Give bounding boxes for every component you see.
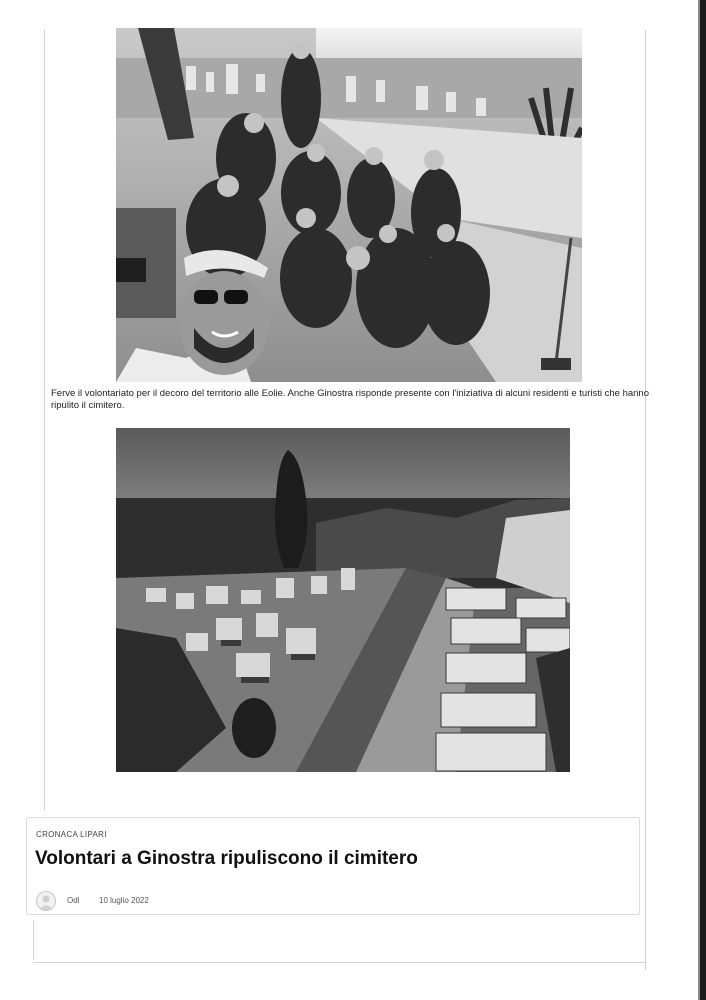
- scan-border: [700, 0, 706, 1000]
- page-edge-line: [645, 30, 646, 970]
- article-author[interactable]: Odl: [67, 896, 80, 905]
- article-date: 10 luglio 2022: [99, 896, 149, 905]
- page-edge-line: [33, 920, 34, 960]
- volunteers-group-photo: [116, 28, 582, 382]
- article-title[interactable]: Volontari a Ginostra ripuliscono il cimitero: [35, 848, 418, 869]
- article-card[interactable]: [26, 817, 640, 915]
- divider: [33, 962, 645, 963]
- photo-caption: Ferve il volontariato per il decoro del territorio alle Eolie. Anche Ginostra risponde presente con l'iniziativa di alcuni residenti e turisti che hanno ripulito il cimitero.: [51, 388, 649, 411]
- author-avatar-icon: [36, 891, 56, 911]
- article-category[interactable]: CRONACA LIPARI: [36, 830, 107, 839]
- cemetery-photo: [116, 428, 570, 772]
- page-edge-line: [44, 30, 45, 810]
